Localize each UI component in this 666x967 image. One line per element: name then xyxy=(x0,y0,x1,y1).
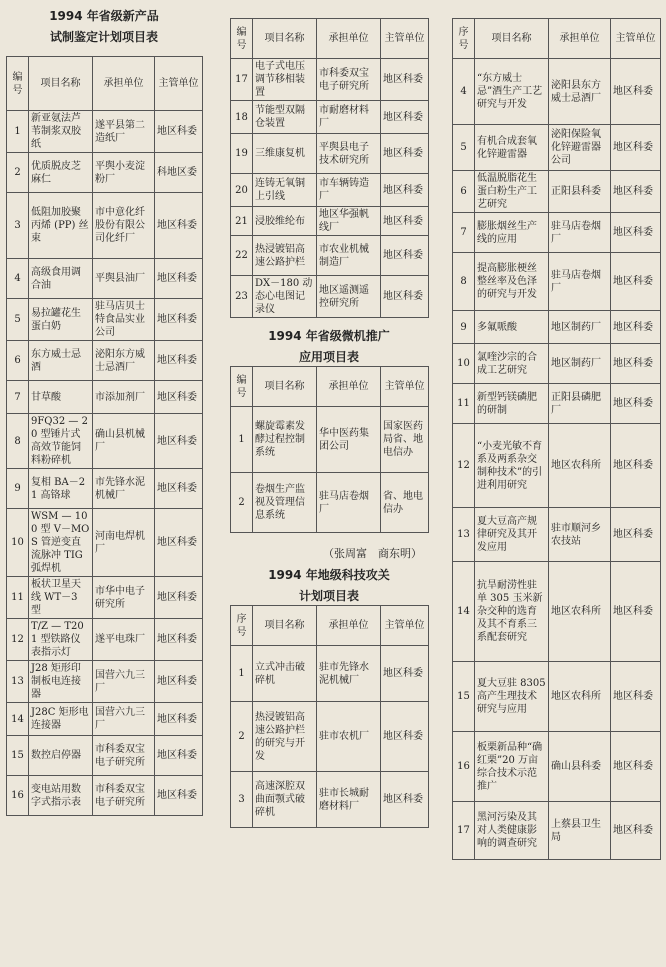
column-header: 承担单位 xyxy=(317,367,381,407)
project-name: 抗旱耐涝性驻单 305 玉米新杂交种的选育及其不育系三系配套研究 xyxy=(475,562,549,662)
column-header: 序号 xyxy=(231,606,253,646)
table-row xyxy=(231,134,429,174)
row-number: 15 xyxy=(7,736,29,776)
table-row xyxy=(231,236,429,276)
supervising-unit: 科地区委 xyxy=(155,153,203,193)
project-name: 连铸无氧铜上引线 xyxy=(253,174,317,207)
supervising-unit: 国家医药局省、地电信办 xyxy=(381,407,429,473)
supervising-unit: 地区科委 xyxy=(611,311,661,344)
undertaking-unit: 泌阳保险氧化锌避雷器公司 xyxy=(549,125,611,171)
project-name: 提高膨胀梗丝整丝率及色泽的研究与开发 xyxy=(475,253,549,311)
undertaking-unit: 地区农科所 xyxy=(549,562,611,662)
table-title-tech-projects: 1994 年地级科技攻关 计划项目表 xyxy=(268,568,390,603)
column-header: 编号 xyxy=(231,367,253,407)
table-row xyxy=(231,772,429,828)
row-number: 7 xyxy=(453,213,475,253)
table-row xyxy=(453,508,661,562)
undertaking-unit: 正阳县磷肥厂 xyxy=(549,384,611,424)
undertaking-unit: 河南电焊机厂 xyxy=(93,509,155,577)
project-name: WSM — 100 型 V－MOS 管逆变直流脉冲 TIG 弧焊机 xyxy=(29,509,93,577)
undertaking-unit: 驻市长城耐磨材料厂 xyxy=(317,772,381,828)
supervising-unit: 地区科委 xyxy=(155,736,203,776)
undertaking-unit: 驻马店卷烟厂 xyxy=(317,473,381,533)
table-row xyxy=(231,407,429,473)
supervising-unit: 地区科委 xyxy=(155,381,203,414)
project-name: 膨胀烟丝生产线的应用 xyxy=(475,213,549,253)
undertaking-unit: 国营六九三厂 xyxy=(93,661,155,703)
project-name: J28C 矩形电连接器 xyxy=(29,703,93,736)
row-number: 2 xyxy=(231,473,253,533)
supervising-unit: 地区科委 xyxy=(611,562,661,662)
table-row xyxy=(231,702,429,772)
undertaking-unit: 华中医药集团公司 xyxy=(317,407,381,473)
table-row xyxy=(453,344,661,384)
supervising-unit: 地区科委 xyxy=(155,661,203,703)
column-header: 主管单位 xyxy=(155,57,203,111)
row-number: 14 xyxy=(453,562,475,662)
row-number: 8 xyxy=(7,414,29,469)
undertaking-unit: 市科委双宝电子研究所 xyxy=(317,59,381,101)
row-number: 11 xyxy=(453,384,475,424)
table-row xyxy=(453,171,661,213)
project-name: 复相 BA－21 高铬球 xyxy=(29,469,93,509)
row-number: 8 xyxy=(453,253,475,311)
column-header: 项目名称 xyxy=(253,606,317,646)
table-row xyxy=(231,174,429,207)
table-header-row xyxy=(231,606,429,646)
undertaking-unit: 泌阳县东方威士忌酒厂 xyxy=(549,59,611,125)
row-number: 1 xyxy=(231,646,253,702)
table-row xyxy=(7,509,203,577)
table-row xyxy=(7,259,203,299)
undertaking-unit: 市中意化纤股份有限公司化纤厂 xyxy=(93,193,155,259)
supervising-unit: 地区科委 xyxy=(611,344,661,384)
project-name: 易拉罐花生蛋白奶 xyxy=(29,299,93,341)
table-new-products-continued xyxy=(230,18,429,318)
undertaking-unit: 平舆县油厂 xyxy=(93,259,155,299)
signature: （张周富 商东明） xyxy=(323,547,422,560)
table-row xyxy=(7,703,203,736)
undertaking-unit: 市科委双宝电子研究所 xyxy=(93,776,155,816)
supervising-unit: 省、地电信办 xyxy=(381,473,429,533)
project-name: 东方威士忌酒 xyxy=(29,341,93,381)
project-name: 卷烟生产监视及管理信息系统 xyxy=(253,473,317,533)
row-number: 13 xyxy=(453,508,475,562)
table-row xyxy=(453,253,661,311)
table-row xyxy=(7,153,203,193)
table-title-computer-apps: 1994 年省级微机推广 应用项目表 xyxy=(268,329,390,364)
supervising-unit: 地区科委 xyxy=(381,772,429,828)
project-name: 三维康复机 xyxy=(253,134,317,174)
column-header: 项目名称 xyxy=(475,19,549,59)
row-number: 6 xyxy=(7,341,29,381)
column-header: 项目名称 xyxy=(253,367,317,407)
project-name: 夏大豆驻 8305 高产生理技术研究与应用 xyxy=(475,662,549,732)
table-row xyxy=(231,59,429,101)
row-number: 23 xyxy=(231,276,253,318)
table-new-products xyxy=(6,56,203,816)
supervising-unit: 地区科委 xyxy=(381,59,429,101)
table-row xyxy=(7,111,203,153)
project-name: 夏大豆高产规律研究及其开发应用 xyxy=(475,508,549,562)
supervising-unit: 地区科委 xyxy=(381,702,429,772)
project-name: 立式冲击破碎机 xyxy=(253,646,317,702)
table-row xyxy=(453,802,661,860)
row-number: 5 xyxy=(453,125,475,171)
row-number: 17 xyxy=(453,802,475,860)
supervising-unit: 地区科委 xyxy=(611,424,661,508)
supervising-unit: 地区科委 xyxy=(611,59,661,125)
supervising-unit: 地区科委 xyxy=(155,509,203,577)
supervising-unit: 地区科委 xyxy=(381,134,429,174)
supervising-unit: 地区科委 xyxy=(611,732,661,802)
table-row xyxy=(7,776,203,816)
column-header: 承担单位 xyxy=(93,57,155,111)
column-header: 项目名称 xyxy=(253,19,317,59)
row-number: 16 xyxy=(453,732,475,802)
row-number: 4 xyxy=(7,259,29,299)
project-name: 螺旋霉素发酵过程控制系统 xyxy=(253,407,317,473)
project-name: 新型钙镁磷肥的研制 xyxy=(475,384,549,424)
project-name: 高速深腔双曲面颚式破碎机 xyxy=(253,772,317,828)
project-name: 甘草酸 xyxy=(29,381,93,414)
project-name: 变电站用数字式指示表 xyxy=(29,776,93,816)
table-row xyxy=(231,101,429,134)
project-name: DX－180 动态心电图记录仪 xyxy=(253,276,317,318)
row-number: 6 xyxy=(453,171,475,213)
table-row xyxy=(7,736,203,776)
project-name: 板栗新品种“确红栗”20 万亩综合技术示范推广 xyxy=(475,732,549,802)
column-header: 承担单位 xyxy=(317,606,381,646)
supervising-unit: 地区科委 xyxy=(611,253,661,311)
project-name: 多氟哌酸 xyxy=(475,311,549,344)
undertaking-unit: 市华中电子研究所 xyxy=(93,577,155,619)
undertaking-unit: 国营六九三厂 xyxy=(93,703,155,736)
undertaking-unit: 平舆小麦淀粉厂 xyxy=(93,153,155,193)
table-row xyxy=(7,577,203,619)
undertaking-unit: 确山县科委 xyxy=(549,732,611,802)
table-header-row xyxy=(453,19,661,59)
supervising-unit: 地区科委 xyxy=(155,619,203,661)
column-header: 编号 xyxy=(231,19,253,59)
table-header-row xyxy=(231,19,429,59)
supervising-unit: 地区科委 xyxy=(381,276,429,318)
undertaking-unit: 上蔡县卫生局 xyxy=(549,802,611,860)
supervising-unit: 地区科委 xyxy=(155,414,203,469)
undertaking-unit: 地区制药厂 xyxy=(549,311,611,344)
table-row xyxy=(7,381,203,414)
project-name: 有机合成套氧化锌避雷器 xyxy=(475,125,549,171)
supervising-unit: 地区科委 xyxy=(155,577,203,619)
project-name: 黑河污染及其对人类健康影响的调查研究 xyxy=(475,802,549,860)
undertaking-unit: 地区制药厂 xyxy=(549,344,611,384)
supervising-unit: 地区科委 xyxy=(155,299,203,341)
supervising-unit: 地区科委 xyxy=(155,776,203,816)
undertaking-unit: 驻马店贝士特食品实业公司 xyxy=(93,299,155,341)
row-number: 9 xyxy=(7,469,29,509)
undertaking-unit: 地区华强帆线厂 xyxy=(317,207,381,236)
undertaking-unit: 地区农科所 xyxy=(549,662,611,732)
row-number: 21 xyxy=(231,207,253,236)
column-middle xyxy=(230,0,428,828)
row-number: 14 xyxy=(7,703,29,736)
undertaking-unit: 正阳县科委 xyxy=(549,171,611,213)
supervising-unit: 地区科委 xyxy=(155,111,203,153)
project-name: 低阻加胶聚丙烯 (PP) 丝束 xyxy=(29,193,93,259)
table-tech-projects xyxy=(230,605,429,828)
row-number: 9 xyxy=(453,311,475,344)
row-number: 2 xyxy=(7,153,29,193)
supervising-unit: 地区科委 xyxy=(381,646,429,702)
table-row xyxy=(231,276,429,318)
project-name: 高级食用调合油 xyxy=(29,259,93,299)
row-number: 18 xyxy=(231,101,253,134)
column-header: 承担单位 xyxy=(317,19,381,59)
supervising-unit: 地区科委 xyxy=(381,101,429,134)
project-name: 电子式电压调节移相装置 xyxy=(253,59,317,101)
table-row xyxy=(231,473,429,533)
column-left xyxy=(6,0,202,816)
table-header-row xyxy=(231,367,429,407)
row-number: 5 xyxy=(7,299,29,341)
supervising-unit: 地区科委 xyxy=(381,236,429,276)
row-number: 2 xyxy=(231,702,253,772)
table-row xyxy=(7,661,203,703)
column-header: 序号 xyxy=(453,19,475,59)
table-row xyxy=(7,299,203,341)
table-row xyxy=(453,311,661,344)
column-header: 项目名称 xyxy=(29,57,93,111)
table-row xyxy=(453,562,661,662)
supervising-unit: 地区科委 xyxy=(611,384,661,424)
row-number: 20 xyxy=(231,174,253,207)
project-name: J28 矩形印制板电连接器 xyxy=(29,661,93,703)
undertaking-unit: 市农业机械制造厂 xyxy=(317,236,381,276)
table-row xyxy=(231,646,429,702)
row-number: 7 xyxy=(7,381,29,414)
undertaking-unit: 地区遥测遥控研究所 xyxy=(317,276,381,318)
undertaking-unit: 市添加剂厂 xyxy=(93,381,155,414)
row-number: 19 xyxy=(231,134,253,174)
supervising-unit: 地区科委 xyxy=(155,703,203,736)
supervising-unit: 地区科委 xyxy=(155,469,203,509)
undertaking-unit: 市科委双宝电子研究所 xyxy=(93,736,155,776)
table-row xyxy=(453,59,661,125)
column-header: 主管单位 xyxy=(381,606,429,646)
undertaking-unit: 驻马店卷烟厂 xyxy=(549,253,611,311)
project-name: “小麦光敏不育系及两系杂交制种技术”的引进利用研究 xyxy=(475,424,549,508)
table-row xyxy=(453,125,661,171)
column-header: 主管单位 xyxy=(611,19,661,59)
row-number: 1 xyxy=(231,407,253,473)
row-number: 10 xyxy=(453,344,475,384)
project-name: 数控启停器 xyxy=(29,736,93,776)
table-row xyxy=(7,469,203,509)
supervising-unit: 地区科委 xyxy=(155,341,203,381)
column-header: 承担单位 xyxy=(549,19,611,59)
supervising-unit: 地区科委 xyxy=(381,207,429,236)
table-header-row xyxy=(7,57,203,111)
undertaking-unit: 平舆县电子技术研究所 xyxy=(317,134,381,174)
supervising-unit: 地区科委 xyxy=(611,802,661,860)
project-name: 低温脱脂花生蛋白粉生产工艺研究 xyxy=(475,171,549,213)
supervising-unit: 地区科委 xyxy=(381,174,429,207)
project-name: 热浸镀铝高速公路护栏的研究与开发 xyxy=(253,702,317,772)
supervising-unit: 地区科委 xyxy=(611,508,661,562)
undertaking-unit: 驻市先锋水泥机械厂 xyxy=(317,646,381,702)
supervising-unit: 地区科委 xyxy=(155,193,203,259)
table-row xyxy=(453,384,661,424)
table-row xyxy=(453,662,661,732)
row-number: 15 xyxy=(453,662,475,732)
row-number: 12 xyxy=(453,424,475,508)
undertaking-unit: 市耐磨材料厂 xyxy=(317,101,381,134)
undertaking-unit: 泌阳东方威士忌酒厂 xyxy=(93,341,155,381)
undertaking-unit: 地区农科所 xyxy=(549,424,611,508)
project-name: 板状卫星天线 WT－3 型 xyxy=(29,577,93,619)
project-name: 新亚氨法芦苇制浆双胶纸 xyxy=(29,111,93,153)
row-number: 17 xyxy=(231,59,253,101)
column-header: 主管单位 xyxy=(381,367,429,407)
table-row xyxy=(453,213,661,253)
supervising-unit: 地区科委 xyxy=(155,259,203,299)
project-name: T/Z — T201 型铁路仪表指示灯 xyxy=(29,619,93,661)
table-row xyxy=(7,193,203,259)
supervising-unit: 地区科委 xyxy=(611,213,661,253)
table-computer-apps xyxy=(230,366,429,533)
row-number: 3 xyxy=(7,193,29,259)
undertaking-unit: 市车辆铸造厂 xyxy=(317,174,381,207)
project-name: 9FQ32 — 20 型锤片式高效节能饲料粉碎机 xyxy=(29,414,93,469)
table-row xyxy=(7,619,203,661)
supervising-unit: 地区科委 xyxy=(611,662,661,732)
undertaking-unit: 遂平县第二造纸厂 xyxy=(93,111,155,153)
undertaking-unit: 驻市农机厂 xyxy=(317,702,381,772)
column-right xyxy=(452,0,660,860)
table-row xyxy=(453,732,661,802)
project-name: 节能型双隔仓装置 xyxy=(253,101,317,134)
table-row xyxy=(453,424,661,508)
table-row xyxy=(7,414,203,469)
row-number: 16 xyxy=(7,776,29,816)
undertaking-unit: 驻马店卷烟厂 xyxy=(549,213,611,253)
table-title-new-products: 1994 年省级新产品 试制鉴定计划项目表 xyxy=(49,9,159,44)
row-number: 1 xyxy=(7,111,29,153)
row-number: 22 xyxy=(231,236,253,276)
table-row xyxy=(7,341,203,381)
row-number: 11 xyxy=(7,577,29,619)
project-name: 热浸镀铝高速公路护栏 xyxy=(253,236,317,276)
project-name: “东方威士忌”酒生产工艺研究与开发 xyxy=(475,59,549,125)
table-row xyxy=(231,207,429,236)
row-number: 3 xyxy=(231,772,253,828)
project-name: 浸胶维纶布 xyxy=(253,207,317,236)
column-header: 编号 xyxy=(7,57,29,111)
row-number: 12 xyxy=(7,619,29,661)
column-header: 主管单位 xyxy=(381,19,429,59)
project-name: 氯喹沙宗的合成工艺研究 xyxy=(475,344,549,384)
undertaking-unit: 市先锋水泥机械厂 xyxy=(93,469,155,509)
project-name: 优质脱皮芝麻仁 xyxy=(29,153,93,193)
row-number: 10 xyxy=(7,509,29,577)
undertaking-unit: 遂平电珠厂 xyxy=(93,619,155,661)
undertaking-unit: 确山县机械厂 xyxy=(93,414,155,469)
supervising-unit: 地区科委 xyxy=(611,125,661,171)
row-number: 4 xyxy=(453,59,475,125)
table-tech-projects-continued xyxy=(452,18,661,860)
row-number: 13 xyxy=(7,661,29,703)
supervising-unit: 地区科委 xyxy=(611,171,661,213)
undertaking-unit: 驻市顺河乡农技站 xyxy=(549,508,611,562)
